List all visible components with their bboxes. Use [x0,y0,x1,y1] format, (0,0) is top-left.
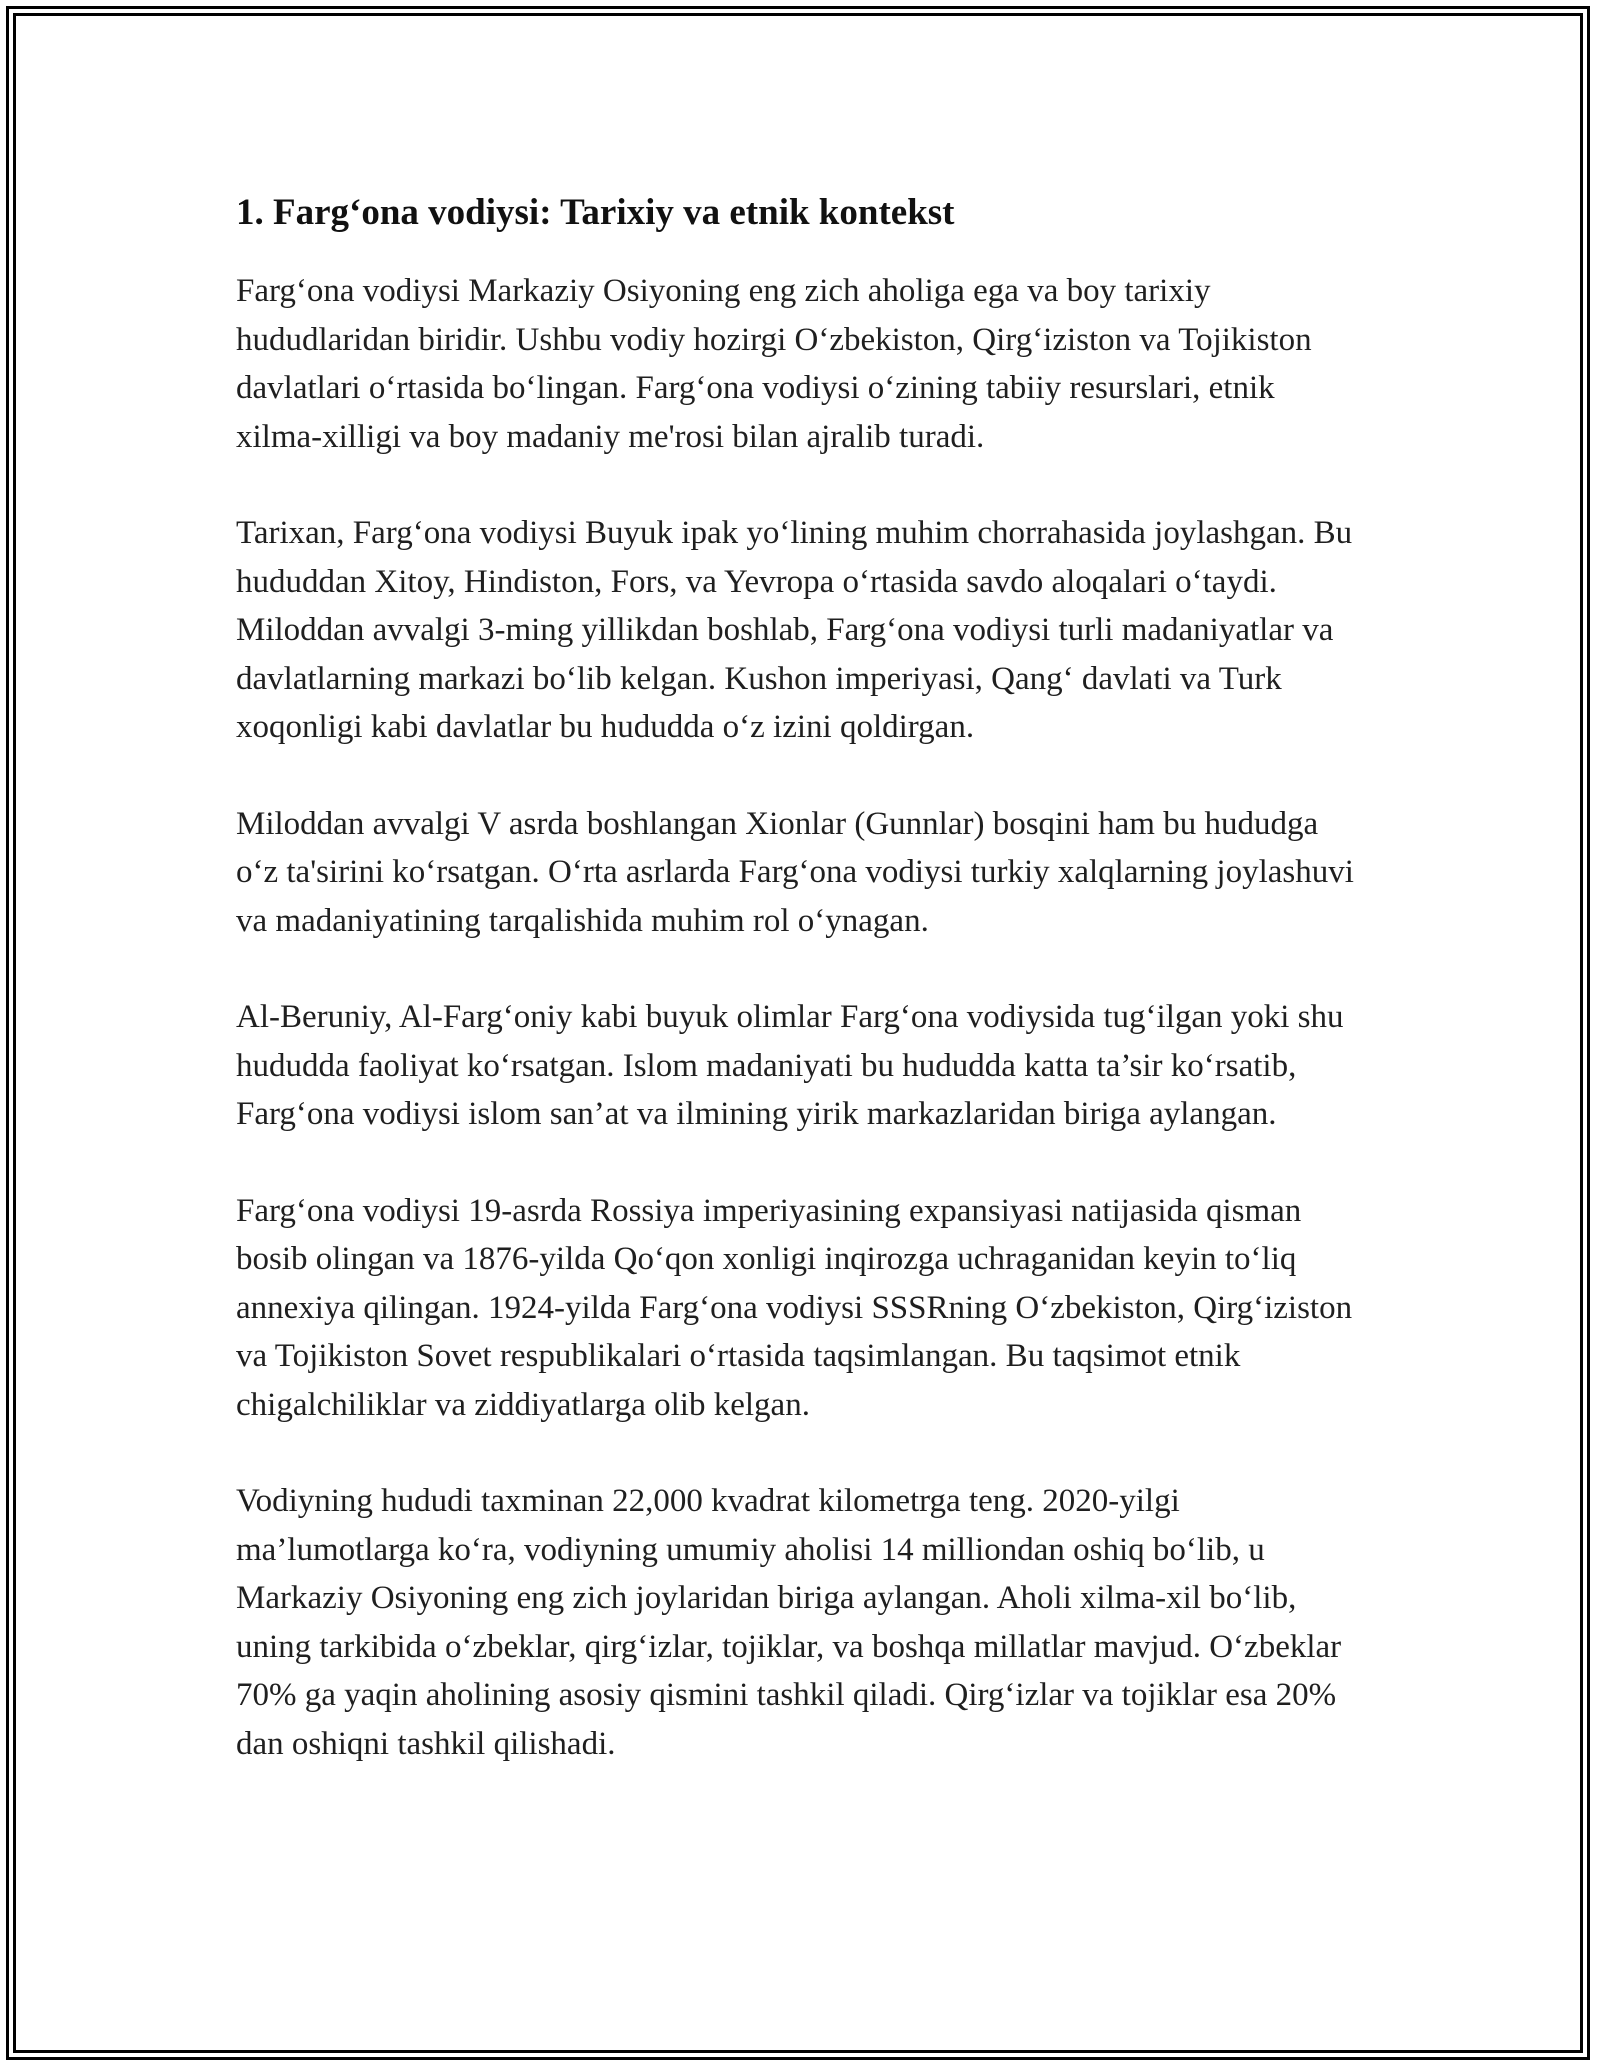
paragraph-russian-soviet-era: Farg‘ona vodiysi 19-asrda Rossiya imperiyasining expansiyasi natijasida qisman bosib olingan va 1876-yilda Qo‘qon xonligi inqirozga uchraganidan keyin to‘liq annexiya qilingan. 1924-yilda Farg‘ona vodiysi SSSRning O‘zbekiston, Qirg‘iziston va Tojikiston Sovet respublikalari o‘rtasida taqsimlangan. Bu taqsimot etnik chigalchiliklar va ziddiyatlarga olib kelgan. [236,1192,1353,1423]
paragraph-xionite-invasion: Miloddan avvalgi V asrda boshlangan Xionlar (Gunnlar) bosqini ham bu hududga o‘z ta'sirini ko‘rsatgan. O‘rta asrlarda Farg‘ona vodiysi turkiy xalqlarning joylashuvi va madaniyatining tarqalishida muhim rol o‘ynagan. [236,805,1354,939]
section-heading: 1. Farg‘ona vodiysi: Tarixiy va etnik kontekst [236,192,955,233]
paragraph-population: Vodiyning hududi taxminan 22,000 kvadrat kilometrga teng. 2020-yilgi ma’lumotlarga ko‘ra, vodiyning umumiy aholisi 14 milliondan oshiq bo‘lib, u Markaziy Osiyoning eng zich joylaridan biriga aylangan. Aholi xilma-xil bo‘lib, uning tarkibida o‘zbeklar, qirg‘izlar, tojiklar, va boshqa millatlar mavjud. O‘zbeklar 70% ga yaqin aholining asosiy qismini tashkil qiladi. Qirg‘izlar va tojiklar esa 20% dan oshiqni tashkil qilishadi. [236,1483,1342,1762]
paragraph-overview: Farg‘ona vodiysi Markaziy Osiyoning eng zich aholiga ega va boy tarixiy hududlaridan biridir. Ushbu vodiy hozirgi O‘zbekiston, Qirg‘iziston va Tojikiston davlatlari o‘rtasida bo‘lingan. Farg‘ona vodiysi o‘zining tabiiy resurslari, etnik xilma-xilligi va boy madaniy me'rosi bilan ajralib turadi. [236,273,1312,455]
document-body [236,188,1366,1816]
paragraph-silk-road-history: Tarixan, Farg‘ona vodiysi Buyuk ipak yo‘lining muhim chorrahasida joylashgan. Bu hududdan Xitoy, Hindiston, Fors, va Yevropa o‘rtasida savdo aloqalari o‘taydi. Miloddan avvalgi 3-ming yillikdan boshlab, Farg‘ona vodiysi turli madaniyatlar va davlatlarning markazi bo‘lib kelgan. Kushon imperiyasi, Qang‘ davlati va Turk xoqonligi kabi davlatlar bu hududda o‘z izini qoldirgan. [236,515,1353,745]
paragraph-scholars-islam: Al-Beruniy, Al-Farg‘oniy kabi buyuk olimlar Farg‘ona vodiysida tug‘ilgan yoki shu hududda faoliyat ko‘rsatgan. Islom madaniyati bu hududda katta ta’sir ko‘rsatib, Farg‘ona vodiysi islom san’at va ilmining yirik markazlaridan biriga aylangan. [236,999,1344,1132]
